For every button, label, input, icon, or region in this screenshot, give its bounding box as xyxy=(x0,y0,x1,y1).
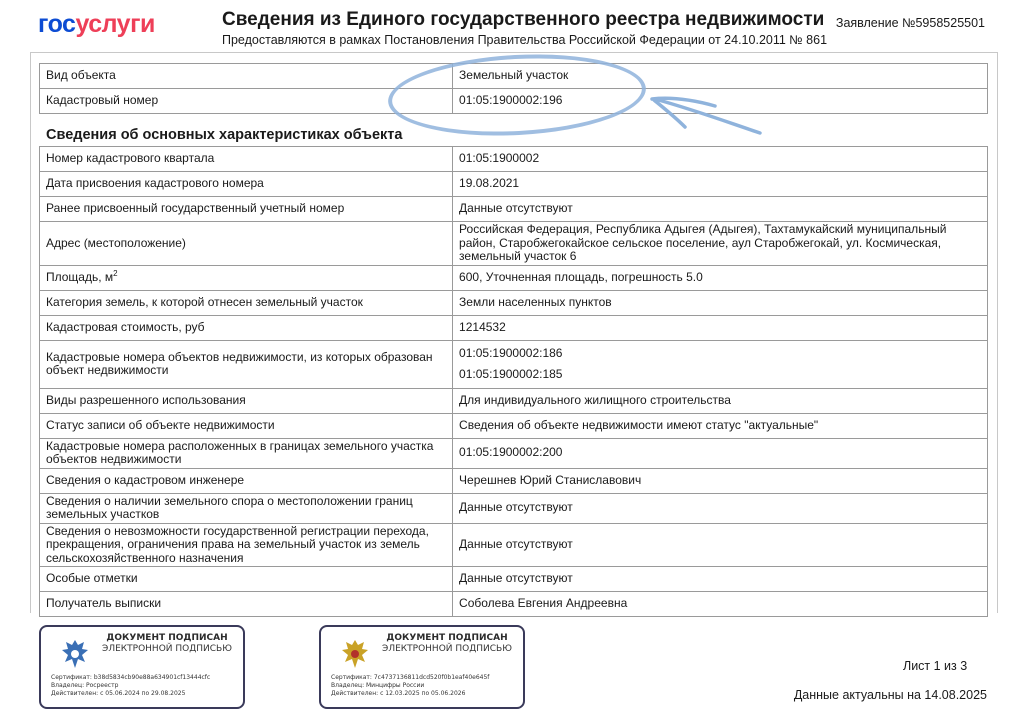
stamp-heading: ДОКУМЕНТ ПОДПИСАН ЭЛЕКТРОННОЙ ПОДПИСЬЮ xyxy=(102,633,232,654)
row-value: Земли населенных пунктов xyxy=(453,290,988,315)
table-row xyxy=(40,290,988,315)
table-row xyxy=(40,340,988,388)
table-row xyxy=(40,147,988,172)
table-row xyxy=(40,413,988,438)
row-label: Вид объекта xyxy=(40,64,453,89)
row-label: Сведения о кадастровом инженере xyxy=(40,468,453,493)
stamp-details: Сертификат: b38d5834cb90e88a634901cf13444cfc Владелец: Росреестр Действителен: с 05.06.2024 по 29.08.2025 xyxy=(51,674,211,697)
row-label: Адрес (местоположение) xyxy=(40,222,453,266)
coat-of-arms-icon xyxy=(335,634,375,674)
table-row xyxy=(40,172,988,197)
characteristics-table xyxy=(39,146,988,617)
row-value: Черешнев Юрий Станиславович xyxy=(453,468,988,493)
coat-of-arms-icon xyxy=(55,634,95,674)
row-value xyxy=(453,340,988,388)
page-number: Лист 1 из 3 xyxy=(903,659,968,673)
row-label: Дата присвоения кадастрового номера xyxy=(40,172,453,197)
table-row xyxy=(40,438,988,468)
row-label: Кадастровые номера расположенных в границах земельного участка объектов недвижимости xyxy=(40,438,453,468)
row-label: Кадастровая стоимость, руб xyxy=(40,315,453,340)
table-row xyxy=(40,592,988,617)
application-number: Заявление №5958525501 xyxy=(835,16,985,30)
row-label: Номер кадастрового квартала xyxy=(40,147,453,172)
table-row xyxy=(40,468,988,493)
cadastral-number: 01:05:1900002:186 xyxy=(459,345,563,360)
table-row xyxy=(40,315,988,340)
hand-drawn-arrow-icon xyxy=(640,85,770,140)
cadastral-number: 01:05:1900002:185 xyxy=(459,367,563,381)
document-subtitle: Предоставляются в рамках Постановления Правительства Российской Федерации от 24.10.2011 № 861 xyxy=(222,33,828,47)
row-label: Категория земель, к которой отнесен земельный участок xyxy=(40,290,453,315)
row-value: Российская Федерация, Республика Адыгея (Адыгея), Тахтамукайский муниципальный район, Старобжегокайское сельское поселение, аул Старобжегокай, ул. Космическая, земельный участок 6 xyxy=(453,222,988,266)
row-value: Данные отсутствуют xyxy=(453,493,988,523)
signature-stamp-rosreestr xyxy=(39,625,245,709)
row-value: Сведения об объекте недвижимости имеют статус "актуальные" xyxy=(453,413,988,438)
row-label: Ранее присвоенный государственный учетный номер xyxy=(40,197,453,222)
row-value: Для индивидуального жилищного строительства xyxy=(453,388,988,413)
row-label: Сведения о невозможности государственной регистрации перехода, прекращения, ограничения права на земельный участок из земель сельскохозяйственного назначения xyxy=(40,523,453,567)
table-row xyxy=(40,265,988,290)
row-value: 01:05:1900002 xyxy=(453,147,988,172)
stamp-heading: ДОКУМЕНТ ПОДПИСАН ЭЛЕКТРОННОЙ ПОДПИСЬЮ xyxy=(382,633,512,654)
table-row xyxy=(40,567,988,592)
row-value: 01:05:1900002:200 xyxy=(453,438,988,468)
row-value: 1214532 xyxy=(453,315,988,340)
row-label: Площадь, $м^2$ xyxy=(40,265,453,290)
row-label: Статус записи об объекте недвижимости xyxy=(40,413,453,438)
row-label: Кадастровые номера объектов недвижимости, из которых образован объект недвижимости xyxy=(40,340,453,388)
stamp-details: Сертификат: 7c4737136811dcd520f0b1eaf40e645f Владелец: Минцифры России Действителен: с 12.03.2025 по 05.06.2026 xyxy=(331,674,490,697)
row-label: Кадастровый номер xyxy=(40,89,453,114)
row-value: Данные отсутствуют xyxy=(453,523,988,567)
section-title: Сведения об основных характеристиках объекта xyxy=(46,127,403,143)
row-label: Сведения о наличии земельного спора о местоположении границ земельных участков xyxy=(40,493,453,523)
data-actual-date: Данные актуальны на 14.08.2025 xyxy=(793,688,987,702)
row-label: Получатель выписки xyxy=(40,592,453,617)
row-value: Данные отсутствуют xyxy=(453,197,988,222)
table-row xyxy=(40,523,988,567)
row-label: Виды разрешенного использования xyxy=(40,388,453,413)
row-value: Земельный участок xyxy=(453,64,988,89)
row-value: Соболева Евгения Андреевна xyxy=(453,592,988,617)
document-title: Сведения из Единого государственного реестра недвижимости xyxy=(222,9,825,30)
table-row xyxy=(40,197,988,222)
gosuslugi-logo: госуслуги xyxy=(38,10,155,38)
row-value: 19.08.2021 xyxy=(453,172,988,197)
row-label: Особые отметки xyxy=(40,567,453,592)
signature-stamp-mincifry xyxy=(319,625,525,709)
cadastral-number-value: 01:05:1900002:196 xyxy=(453,89,988,114)
row-value: 600, Уточненная площадь, погрешность 5.0 xyxy=(453,265,988,290)
table-row xyxy=(40,222,988,266)
row-value: Данные отсутствуют xyxy=(453,567,988,592)
table-row xyxy=(40,388,988,413)
table-row xyxy=(40,493,988,523)
